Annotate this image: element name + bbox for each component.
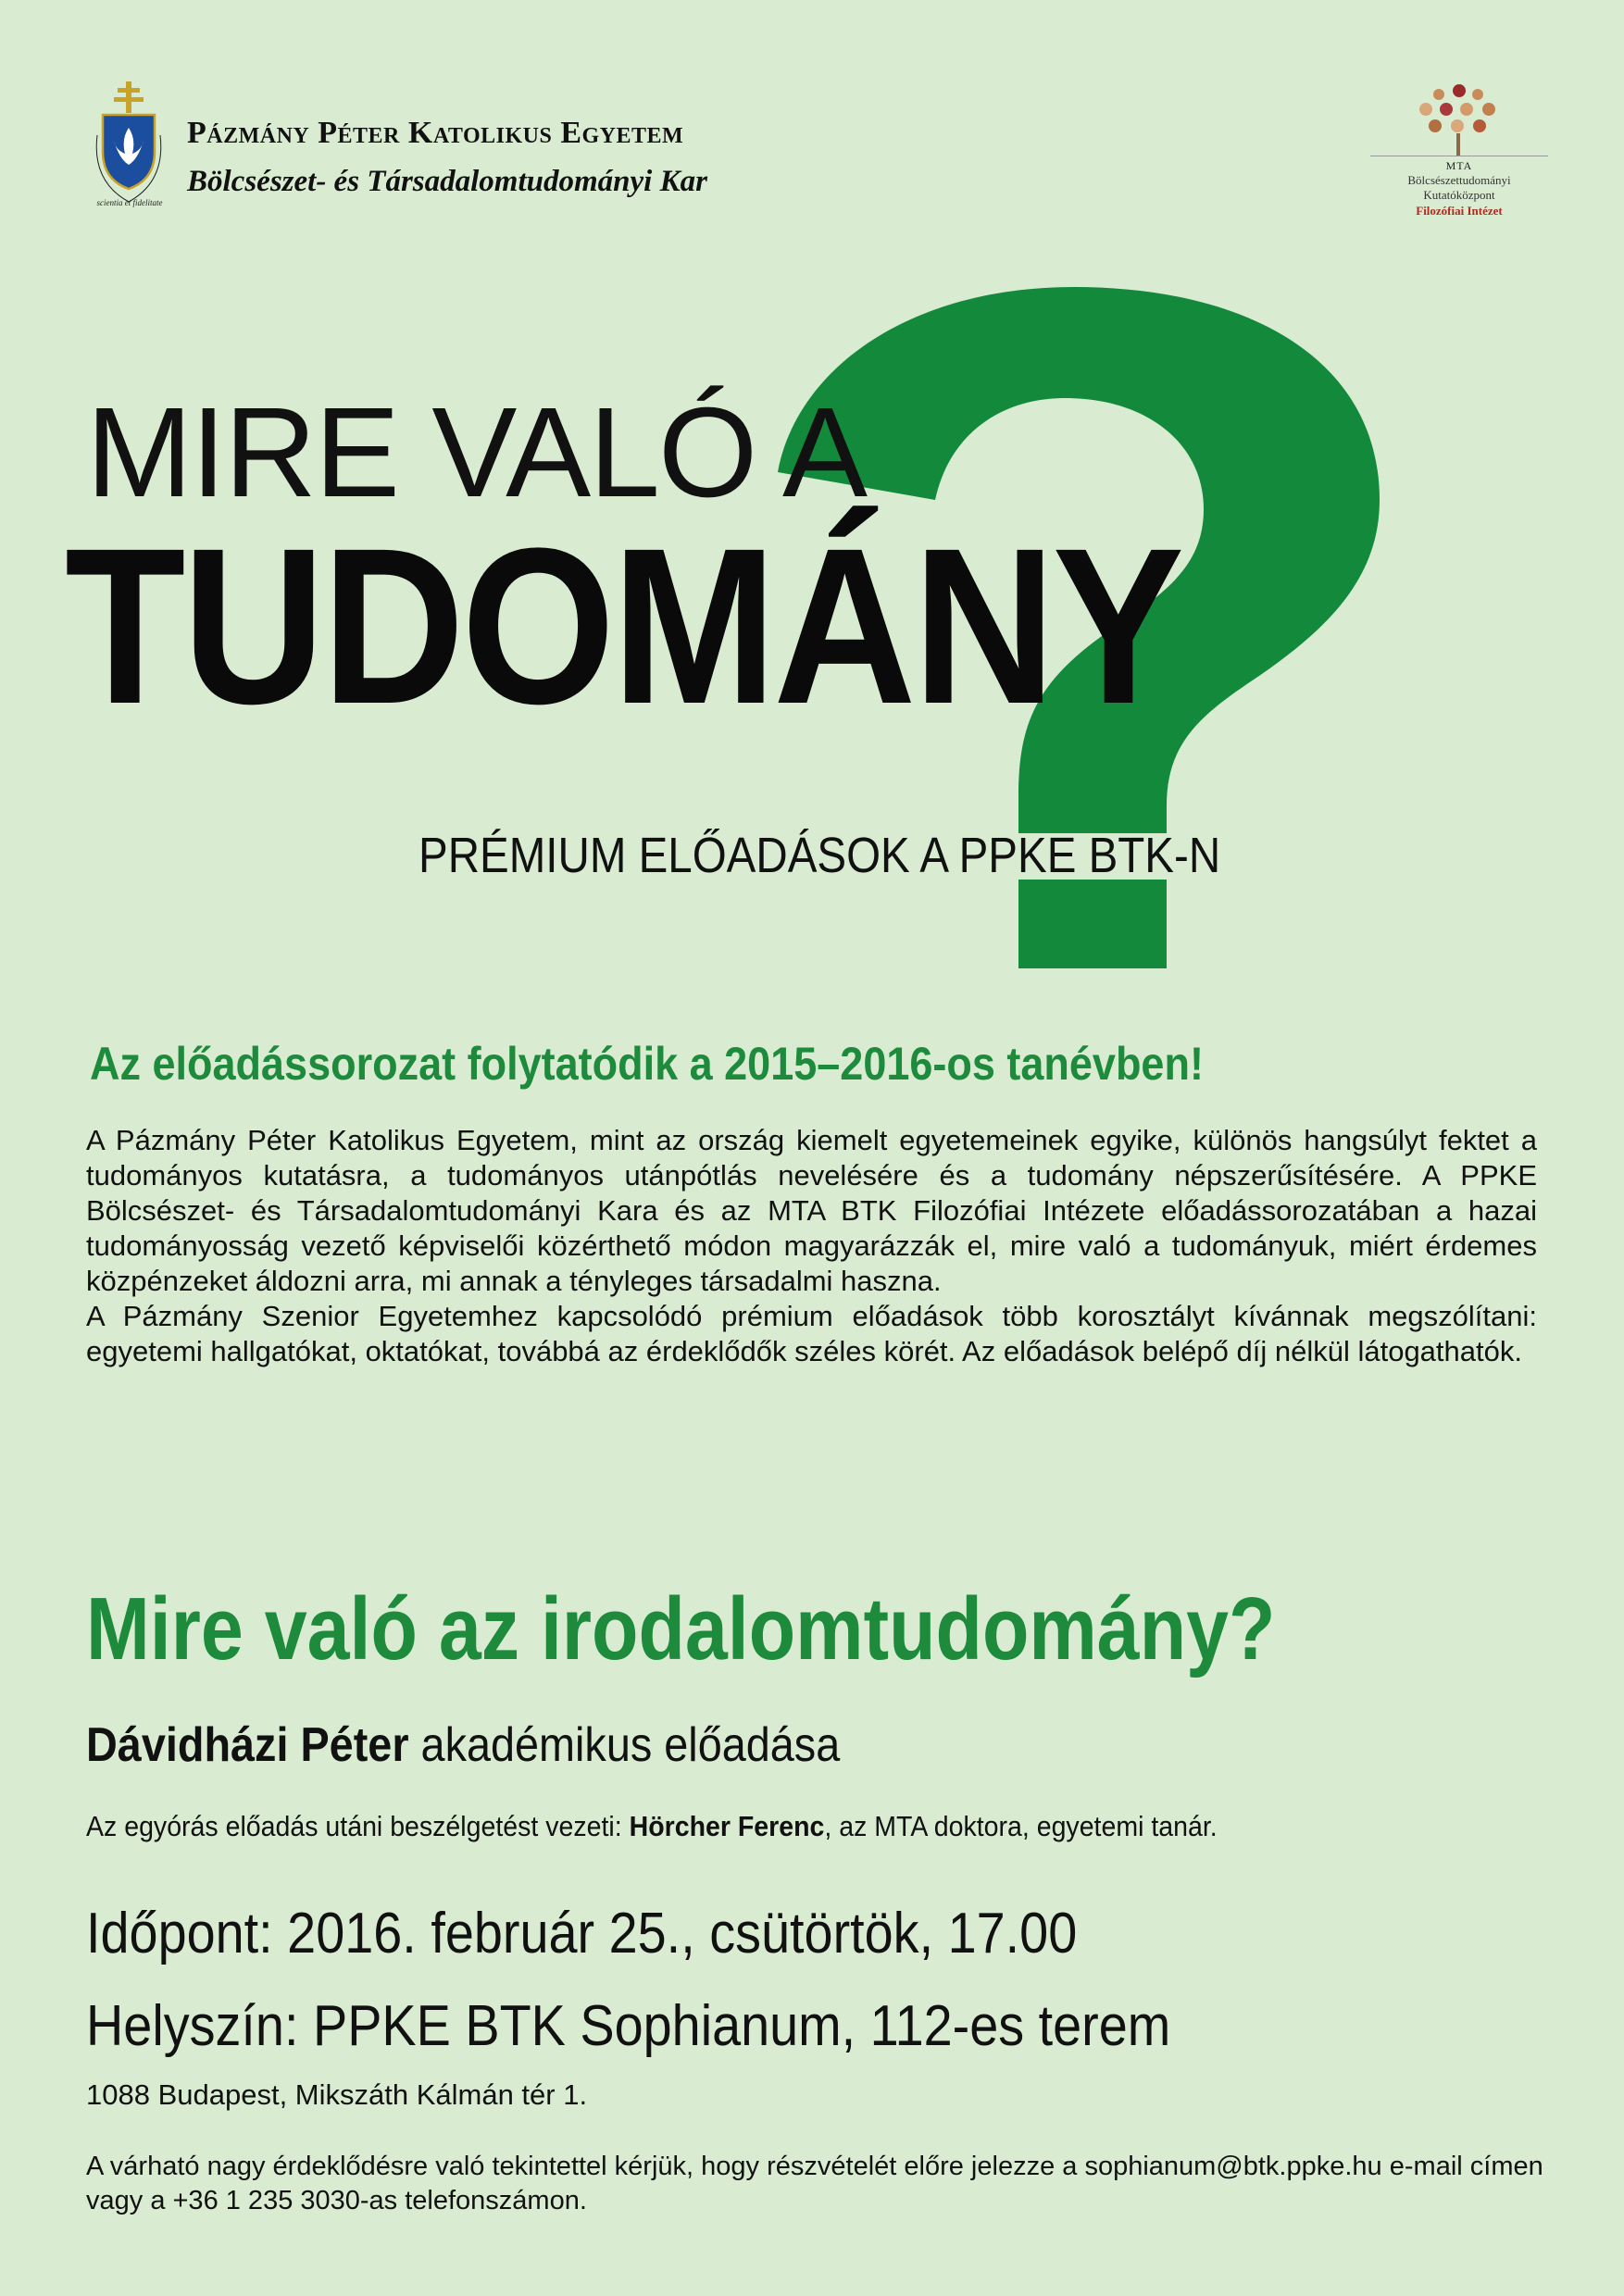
registration-note-text: A várható nagy érdeklődésre való tekintettel kérjük, hogy részvételét előre jelezze a sophianum@btk.ppke.hu e-mail címen vagy a +36 1 235 3030-as telefonszámon. [86, 2152, 1543, 2215]
event-address: 1088 Budapest, Mikszáth Kálmán tér 1. [86, 2078, 588, 2111]
registration-note [86, 2150, 1549, 2218]
announcement-heading: Az előadássorozat folytatódik a 2015–2016-os tanévben! [90, 1038, 1204, 1090]
intro-text [86, 1123, 1537, 1369]
lecture-title: Mire való az irodalomtudomány? [86, 1579, 1276, 1678]
speaker-line [86, 1717, 840, 1773]
intro-paragraph-2: A Pázmány Szenior Egyetemhez kapcsolódó prémium előadások több korosztályt kívánnak megszólítani: egyetemi hallgatókat, oktatókat, továbbá az érdeklődők széles körét. Az előadások belépő díj nélkül látogathatók. [86, 1300, 1537, 1367]
moderator-name: Hörcher Ferenc [629, 1810, 825, 1842]
moderator-suffix: , az MTA doktora, egyetemi tanár. [824, 1810, 1218, 1842]
mta-line-1: MTA [1370, 156, 1548, 173]
crest-motto: scientia et fidelitate [96, 198, 163, 207]
title-line-1: MIRE VALÓ A [86, 381, 867, 524]
intro-paragraph-1: A Pázmány Péter Katolikus Egyetem, mint az ország kiemelt egyetemeinek egyike, különös hangsúlyt fektet a tudományos kutatásra, a tudományos utánpótlás nevelésére és a tudomány népszerűsítésére. A PPKE Bölcsészet- és Társadalomtudományi Kara és az MTA BTK Filozófiai Intézete előadássorozatában a hazai tudományosság vezető képviselői közérthető módon magyarázzák el, mire való a tudományuk, miért érdemes közpénzeket áldozni arra, mi annak a tényleges társadalmi haszna. [86, 1124, 1537, 1297]
university-name: Pázmány Péter Katolikus Egyetem [187, 116, 684, 150]
event-date: Időpont: 2016. február 25., csütörtök, 17.00 [86, 1902, 1078, 1965]
faculty-name: Bölcsészet- és Társadalomtudományi Kar [187, 165, 707, 198]
title-line-2: TUDOMÁNY [65, 502, 1181, 750]
university-crest-icon [88, 80, 169, 209]
mta-line-3: Kutatóközpont [1423, 188, 1495, 202]
mta-tree-logo-icon [1385, 81, 1533, 157]
moderator-line [86, 1810, 1218, 1843]
speaker-name: Dávidházi Péter [86, 1718, 409, 1772]
speaker-role: akadémikus előadása [408, 1718, 841, 1772]
moderator-prefix: Az egyórás előadás utáni beszélgetést vezeti: [86, 1810, 630, 1842]
mta-institute-text [1370, 156, 1548, 218]
title-subtitle: PRÉMIUM ELŐADÁSOK A PPKE BTK-N [418, 828, 1221, 883]
mta-line-2: Bölcsészettudományi [1407, 173, 1511, 187]
mta-line-4: Filozófiai Intézet [1416, 204, 1503, 218]
event-venue: Helyszín: PPKE BTK Sophianum, 112-es terem [86, 1994, 1171, 2058]
